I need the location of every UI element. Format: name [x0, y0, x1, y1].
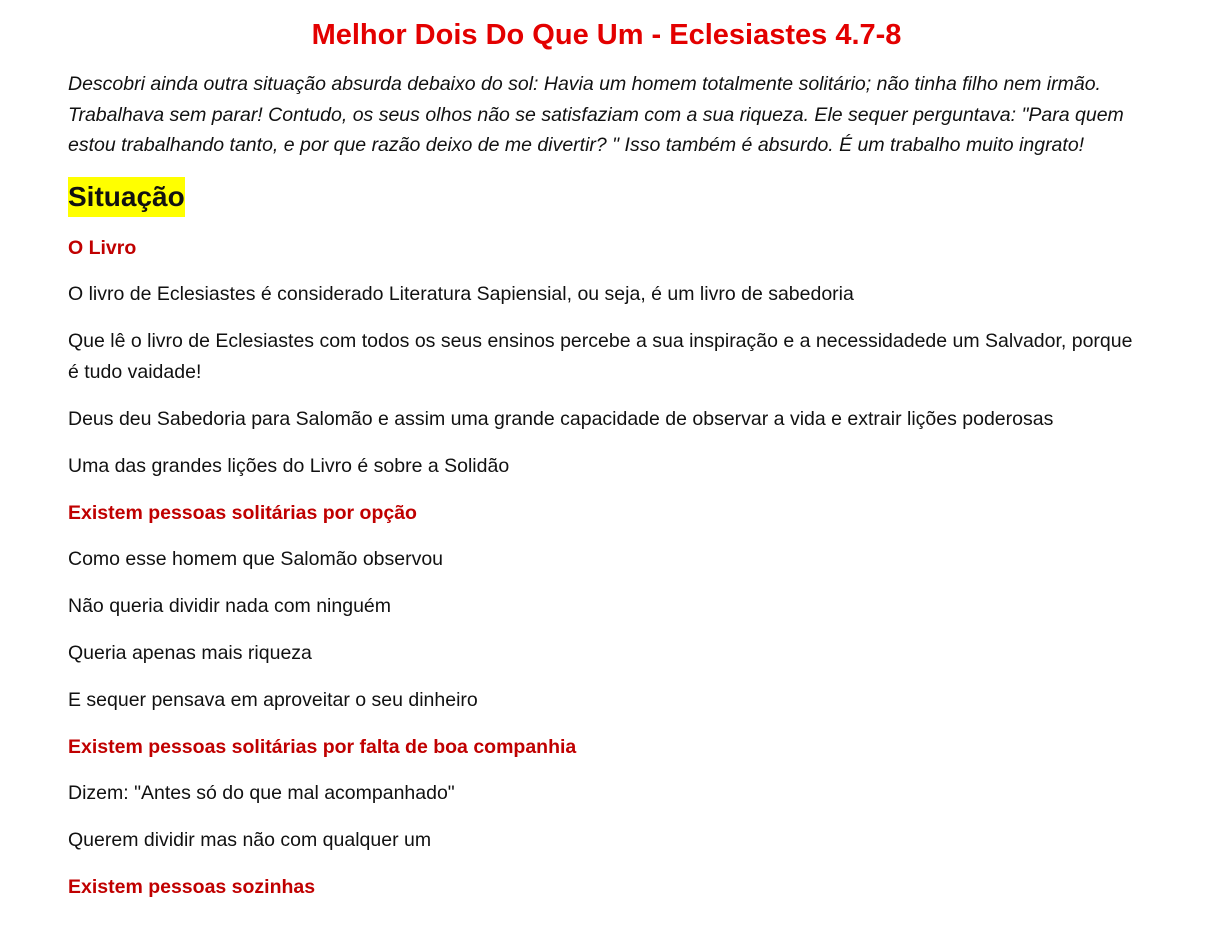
paragraph: Querem dividir mas não com qualquer um [68, 828, 432, 851]
paragraph: Que lê o livro de Eclesiastes com todos os seus ensinos percebe a sua inspiração e a necessidadede um Salvador, porque é tudo vaidade! [68, 329, 1133, 383]
section-situacao [68, 177, 1145, 217]
section-heading: Situação [68, 177, 185, 217]
paragraph: Não queria dividir nada com ninguém [68, 594, 392, 617]
paragraph: Como esse homem que Salomão observou [68, 547, 444, 570]
paragraph: Queria apenas mais riqueza [68, 641, 312, 664]
subheading-falta-de-boa-companhia: Existem pessoas solitárias por falta de boa companhia [68, 735, 577, 758]
document-title: Melhor Dois Do Que Um - Eclesiastes 4.7-8 [311, 19, 902, 51]
subheading-o-livro: O Livro [68, 236, 137, 259]
paragraph: E sequer pensava em aproveitar o seu dinheiro [68, 688, 478, 711]
subheading-pessoas-sozinhas: Existem pessoas sozinhas [68, 875, 316, 898]
paragraph: Uma das grandes lições do Livro é sobre a Solidão [68, 454, 510, 477]
subheading-solitarias-por-opcao: Existem pessoas solitárias por opção [68, 501, 417, 524]
paragraph: O livro de Eclesiastes é considerado Literatura Sapiensial, ou seja, é um livro de sabedoria [68, 282, 854, 305]
paragraph: Dizem: "Antes só do que mal acompanhado" [68, 781, 455, 804]
scripture-verse: Descobri ainda outra situação absurda debaixo do sol: Havia um homem totalmente solitário; não tinha filho nem irmão. Trabalhava sem parar! Contudo, os seus olhos não se satisfaziam com a sua riqueza. Ele sequer perguntava: "Para quem estou trabalhando tanto, e por que razão deixo de me divertir? " Isso também é absurdo. É um trabalho muito ingrato! [68, 73, 1124, 156]
paragraph: Deus deu Sabedoria para Salomão e assim uma grande capacidade de observar a vida e extrair lições poderosas [68, 407, 1054, 430]
